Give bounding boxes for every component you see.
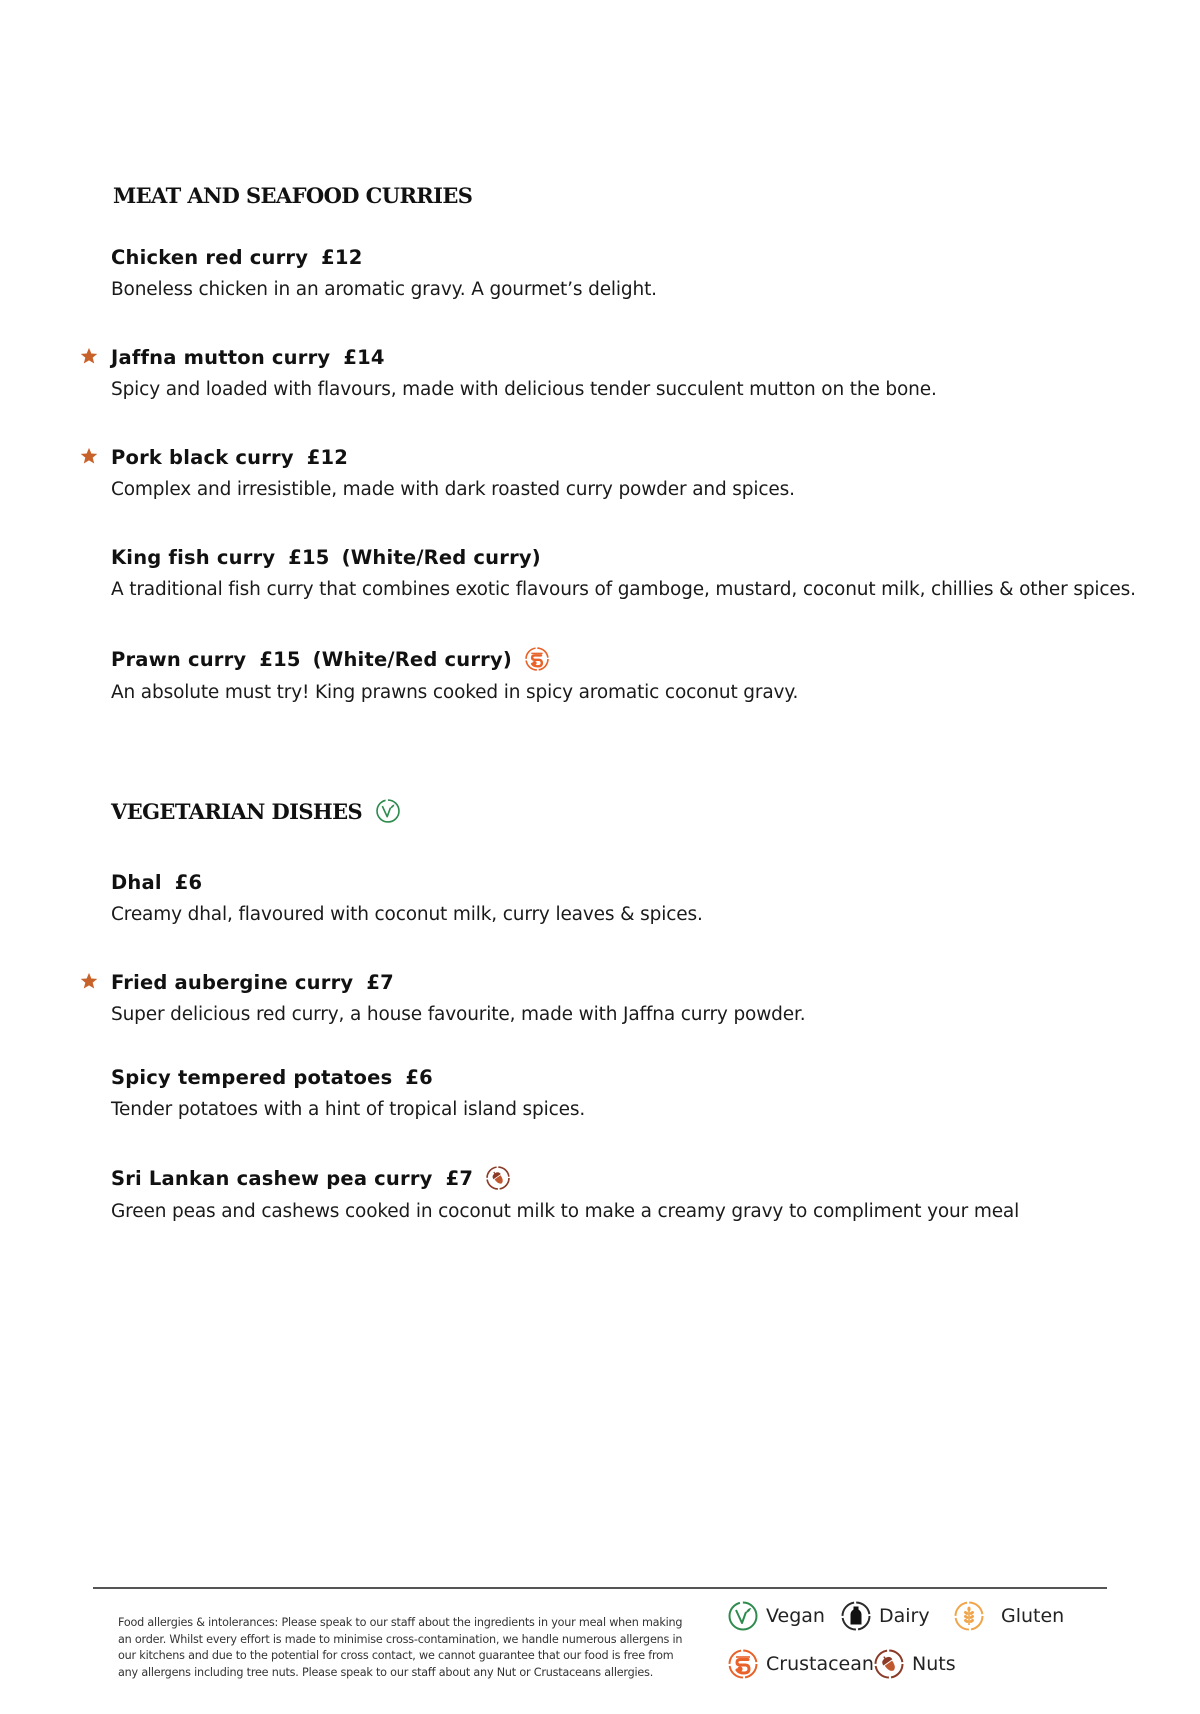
- star-icon: [80, 447, 98, 465]
- item-name-row: [111, 646, 798, 672]
- vegan-icon: [727, 1600, 759, 1632]
- section-title-text: VEGETARIAN DISHES: [111, 798, 363, 824]
- dairy-icon: [840, 1600, 872, 1632]
- item-price: £15: [259, 647, 301, 671]
- crustacean-icon: [727, 1648, 759, 1680]
- allergy-notice: Food allergies & intolerances: Please speak to our staff about the ingredients in your meal when making an order. Whilst every effort is made to minimise cross-contamination, we handle numerous allergens in our kitchens and due to the potential for cross contact, we cannot guarantee that our food is free from any allergens including tree nuts. Please speak to our staff about any Nut or Crustaceans allergies.: [118, 1616, 683, 1679]
- item-name-row: [111, 1165, 1019, 1191]
- item-name: Jaffna mutton curry: [111, 346, 331, 369]
- item-name-row: [111, 246, 657, 269]
- legend-label: Vegan: [766, 1605, 825, 1627]
- menu-item: [111, 446, 795, 500]
- item-name: Dhal: [111, 871, 162, 894]
- section-title-vegetarian: [111, 798, 401, 824]
- menu-item: [111, 871, 703, 925]
- item-name-row: [111, 546, 1136, 569]
- item-name-row: [111, 871, 703, 894]
- item-description: Super delicious red curry, a house favourite, made with Jaffna curry powder.: [111, 1004, 806, 1025]
- item-note: (White/Red curry): [312, 647, 512, 671]
- legend-label: Nuts: [912, 1653, 956, 1675]
- item-price: £6: [405, 1066, 433, 1089]
- item-price: £12: [321, 246, 363, 269]
- menu-item: [111, 1066, 585, 1120]
- legend-label: Dairy: [879, 1605, 930, 1627]
- item-note: (White/Red curry): [341, 546, 541, 569]
- legend-label: Crustacean: [766, 1653, 874, 1675]
- legend-item-crustacean: [727, 1648, 874, 1680]
- crustacean-icon: [524, 646, 550, 672]
- item-price: £12: [306, 446, 349, 469]
- item-name: King fish curry: [111, 546, 276, 569]
- item-description: Green peas and cashews cooked in coconut milk to make a creamy gravy to compliment your meal: [111, 1201, 1020, 1222]
- legend-item-gluten: [953, 1600, 1064, 1632]
- star-icon: [80, 972, 98, 990]
- menu-item: [111, 1165, 1019, 1222]
- menu-item: [111, 346, 937, 400]
- item-name-row: [111, 971, 806, 994]
- gluten-icon: [953, 1600, 985, 1632]
- item-description: An absolute must try! King prawns cooked in spicy aromatic coconut gravy.: [111, 682, 799, 703]
- item-description: Spicy and loaded with flavours, made with delicious tender succulent mutton on the bone.: [111, 379, 937, 400]
- item-name: Spicy tempered potatoes: [111, 1066, 393, 1089]
- item-price: £7: [445, 1166, 474, 1190]
- item-price: £15: [288, 546, 330, 569]
- item-price: £14: [343, 346, 385, 369]
- item-description: Tender potatoes with a hint of tropical island spices.: [111, 1099, 586, 1120]
- footer-divider: [93, 1587, 1107, 1589]
- item-price: £6: [174, 871, 203, 894]
- menu-item: [111, 246, 657, 300]
- item-name-row: [111, 446, 795, 469]
- item-description: Boneless chicken in an aromatic gravy. A gourmet’s delight.: [111, 279, 657, 300]
- item-name: Chicken red curry: [111, 246, 309, 269]
- nuts-icon: [485, 1165, 511, 1191]
- item-description: Creamy dhal, flavoured with coconut milk, curry leaves & spices.: [111, 904, 703, 925]
- legend-label: Gluten: [1001, 1605, 1065, 1627]
- item-name: Sri Lankan cashew pea curry: [111, 1166, 433, 1190]
- legend-item-dairy: [840, 1600, 930, 1632]
- section-title-meat-seafood: [113, 183, 472, 208]
- legend-item-nuts: [873, 1648, 956, 1680]
- star-icon: [80, 347, 98, 365]
- menu-item: [111, 546, 1136, 600]
- nuts-icon: [873, 1648, 905, 1680]
- menu-item: [111, 971, 806, 1025]
- item-name-row: [111, 1066, 585, 1089]
- item-name: Prawn curry: [111, 647, 247, 671]
- vegan-icon: [375, 798, 401, 824]
- item-name: Fried aubergine curry: [111, 971, 354, 994]
- section-title-text: MEAT AND SEAFOOD CURRIES: [113, 183, 473, 208]
- item-description: Complex and irresistible, made with dark roasted curry powder and spices.: [111, 479, 795, 500]
- menu-item: [111, 646, 798, 703]
- item-name: Pork black curry: [111, 446, 294, 469]
- legend-item-vegan: [727, 1600, 825, 1632]
- item-description: A traditional fish curry that combines exotic flavours of gamboge, mustard, coconut milk, chillies & other spices.: [111, 579, 1136, 600]
- item-name-row: [111, 346, 937, 369]
- item-price: £7: [366, 971, 394, 994]
